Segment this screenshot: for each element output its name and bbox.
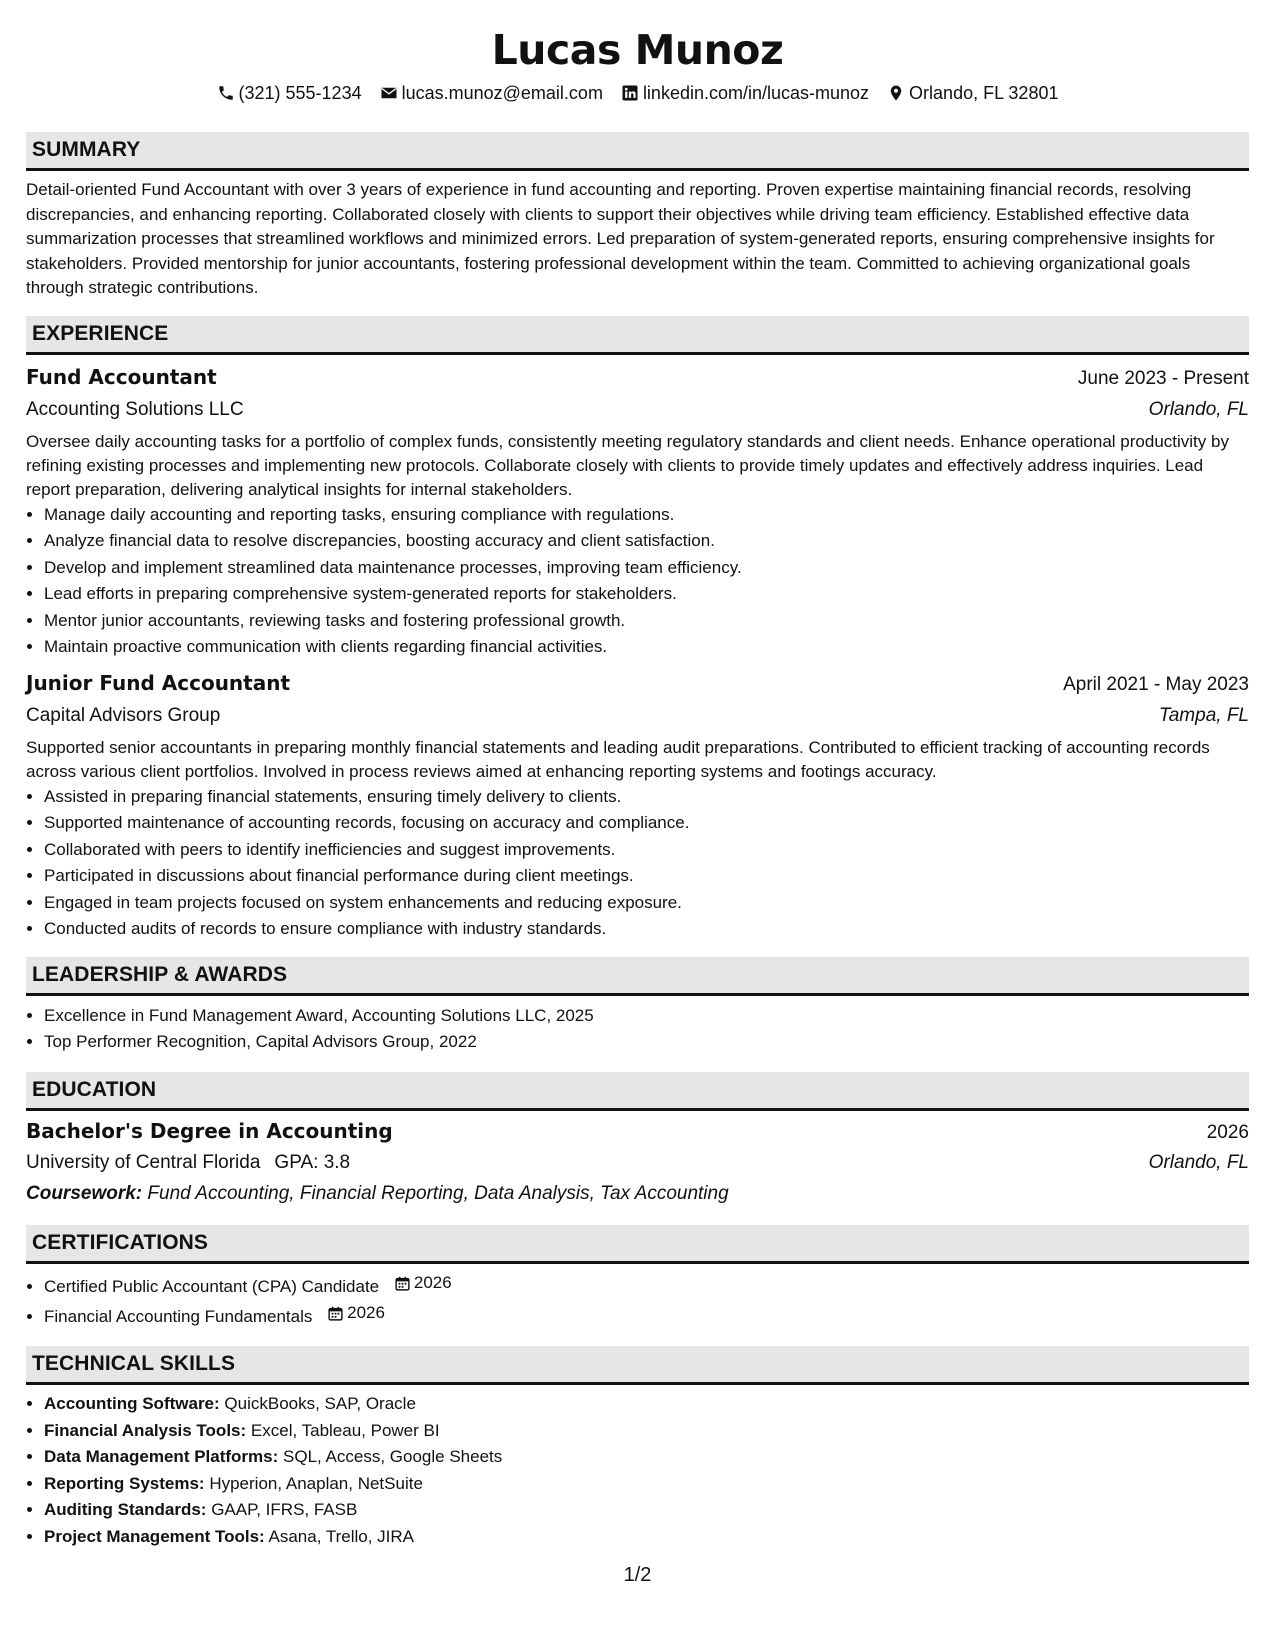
coursework-line	[26, 1179, 1249, 1209]
section-heading: EXPERIENCE	[26, 316, 1249, 355]
certification-name: Certified Public Accountant (CPA) Candidate	[44, 1276, 380, 1296]
certifications-section	[26, 1225, 1249, 1331]
job-location: Orlando, FL	[1148, 398, 1249, 420]
experience-section	[26, 316, 1249, 943]
school-name: University of Central Florida	[26, 1151, 261, 1173]
certification-year: 2026	[413, 1272, 452, 1292]
envelope-icon	[380, 84, 398, 102]
skills-list	[26, 1391, 1249, 1550]
list-item: • Manage daily accounting and reporting tasks, ensuring compliance with regulations.	[44, 502, 1249, 529]
company-name: Accounting Solutions LLC	[26, 398, 244, 420]
contact-phone	[217, 80, 362, 106]
job-title: Fund Accountant	[26, 364, 217, 389]
coursework-text: Fund Accounting, Financial Reporting, Data Analysis, Tax Accounting	[147, 1182, 729, 1204]
skill-label: Auditing Standards:	[44, 1500, 207, 1520]
skill-label: Accounting Software:	[44, 1394, 220, 1414]
list-item: • Assisted in preparing financial statements, ensuring timely delivery to clients.	[44, 784, 1249, 811]
job-bullets	[26, 784, 1249, 943]
job-title: Junior Fund Accountant	[26, 670, 291, 695]
skills-section	[26, 1346, 1249, 1550]
degree-title: Bachelor's Degree in Accounting	[26, 1118, 393, 1143]
phone-text: (321) 555-1234	[238, 83, 362, 103]
list-item	[44, 1391, 1249, 1418]
map-pin-icon	[887, 84, 905, 102]
section-heading: CERTIFICATIONS	[26, 1225, 1249, 1264]
job-location: Tampa, FL	[1158, 704, 1249, 726]
candidate-name: Lucas Munoz	[491, 26, 784, 74]
list-item: • Collaborated with peers to identify inefficiencies and suggest improvements.	[44, 837, 1249, 864]
job-dates: April 2021 - May 2023	[1063, 673, 1249, 695]
company-name: Capital Advisors Group	[26, 704, 221, 726]
school-location: Orlando, FL	[1148, 1151, 1249, 1173]
section-heading: LEADERSHIP & AWARDS	[26, 957, 1249, 996]
section-heading: EDUCATION	[26, 1072, 1249, 1111]
section-heading: TECHNICAL SKILLS	[26, 1346, 1249, 1385]
contact-location	[887, 80, 1058, 106]
gpa-text: GPA: 3.8	[274, 1151, 351, 1173]
skill-value: GAAP, IFRS, FASB	[211, 1500, 358, 1520]
list-item	[44, 1471, 1249, 1498]
awards-section	[26, 957, 1249, 1056]
contact-linkedin	[621, 80, 869, 106]
certification-name: Financial Accounting Fundamentals	[44, 1306, 313, 1326]
job-bullets	[26, 502, 1249, 661]
skill-label: Project Management Tools:	[44, 1526, 265, 1546]
linkedin-link[interactable]: linkedin.com/in/lucas-munoz	[642, 83, 870, 103]
list-item	[44, 1300, 1249, 1330]
list-item	[44, 1497, 1249, 1524]
education-section	[26, 1072, 1249, 1209]
list-item: • Top Performer Recognition, Capital Advisors Group, 2022	[44, 1029, 1249, 1056]
awards-list	[26, 1003, 1249, 1056]
skill-value: QuickBooks, SAP, Oracle	[224, 1394, 416, 1414]
job-dates: June 2023 - Present	[1077, 367, 1249, 389]
list-item: • Engaged in team projects focused on system enhancements and reducing exposure.	[44, 890, 1249, 917]
list-item: • Analyze financial data to resolve discrepancies, boosting accuracy and client satisfaction.	[44, 528, 1249, 555]
summary-section	[26, 132, 1249, 301]
skill-label: Reporting Systems:	[44, 1473, 205, 1493]
contact-bar	[26, 80, 1249, 106]
coursework-label: Coursework:	[26, 1182, 143, 1204]
calendar-icon	[327, 1305, 344, 1322]
list-item	[44, 1270, 1249, 1300]
certification-year: 2026	[347, 1303, 385, 1323]
skill-value: Excel, Tableau, Power BI	[250, 1420, 440, 1440]
email-link[interactable]: lucas.munoz@email.com	[401, 83, 603, 103]
certifications-list	[26, 1270, 1249, 1331]
list-item: • Supported maintenance of accounting records, focusing on accuracy and compliance.	[44, 810, 1249, 837]
list-item: • Maintain proactive communication with clients regarding financial activities.	[44, 634, 1249, 661]
phone-icon	[217, 84, 235, 102]
list-item	[44, 1444, 1249, 1471]
list-item	[44, 1524, 1249, 1551]
job-description: Supported senior accountants in preparing monthly financial statements and leading audit preparations. Contributed to efficient tracking of accounting records across various client portfolios. Involved in process reviews aimed at enhancing reporting systems and footings accuracy.	[26, 737, 1210, 781]
page-number: 1/2	[623, 1564, 652, 1586]
job-description: Oversee daily accounting tasks for a portfolio of complex funds, consistently meeting regulatory standards and client needs. Enhance operational productivity by refining existing processes and implementing new protocols. Collaborate closely with clients to provide timely updates and effectively address inquiries. Lead report preparation, delivering analytical insights for internal stakeholders.	[26, 431, 1229, 499]
location-text: Orlando, FL 32801	[909, 83, 1059, 103]
list-item: • Lead efforts in preparing comprehensive system-generated reports for stakeholders.	[44, 581, 1249, 608]
skill-value: Asana, Trello, JIRA	[268, 1526, 415, 1546]
job-entry	[26, 363, 1249, 661]
list-item: • Participated in discussions about financial performance during client meetings.	[44, 863, 1249, 890]
graduation-year: 2026	[1206, 1121, 1249, 1143]
contact-email	[380, 80, 603, 106]
linkedin-icon	[621, 84, 639, 102]
list-item: • Conducted audits of records to ensure compliance with industry standards.	[44, 916, 1249, 943]
skill-label: Data Management Platforms:	[44, 1447, 279, 1467]
skill-label: Financial Analysis Tools:	[44, 1420, 247, 1440]
skill-value: Hyperion, Anaplan, NetSuite	[209, 1473, 423, 1493]
calendar-icon	[394, 1275, 411, 1292]
list-item: • Develop and implement streamlined data maintenance processes, improving team efficiency.	[44, 555, 1249, 582]
skill-value: SQL, Access, Google Sheets	[283, 1447, 503, 1467]
list-item: • Excellence in Fund Management Award, Accounting Solutions LLC, 2025	[44, 1003, 1249, 1030]
list-item	[44, 1418, 1249, 1445]
list-item: • Mentor junior accountants, reviewing tasks and fostering professional growth.	[44, 608, 1249, 635]
job-entry	[26, 669, 1249, 943]
summary-text: Detail-oriented Fund Accountant with over 3 years of experience in fund accounting and reporting. Proven expertise maintaining financial records, resolving discrepancies, and enhancing reporting. Collaborated closely with clients to support their objectives while driving team efficiency. Established effective data summarization processes that streamlined workflows and minimized errors. Led preparation of system-generated reports, ensuring comprehensive insights for stakeholders. Provided mentorship for junior accountants, fostering professional development within the team. Committed to achieving organizational goals through strategic contributions.	[26, 180, 1215, 298]
section-heading: SUMMARY	[26, 132, 1249, 171]
